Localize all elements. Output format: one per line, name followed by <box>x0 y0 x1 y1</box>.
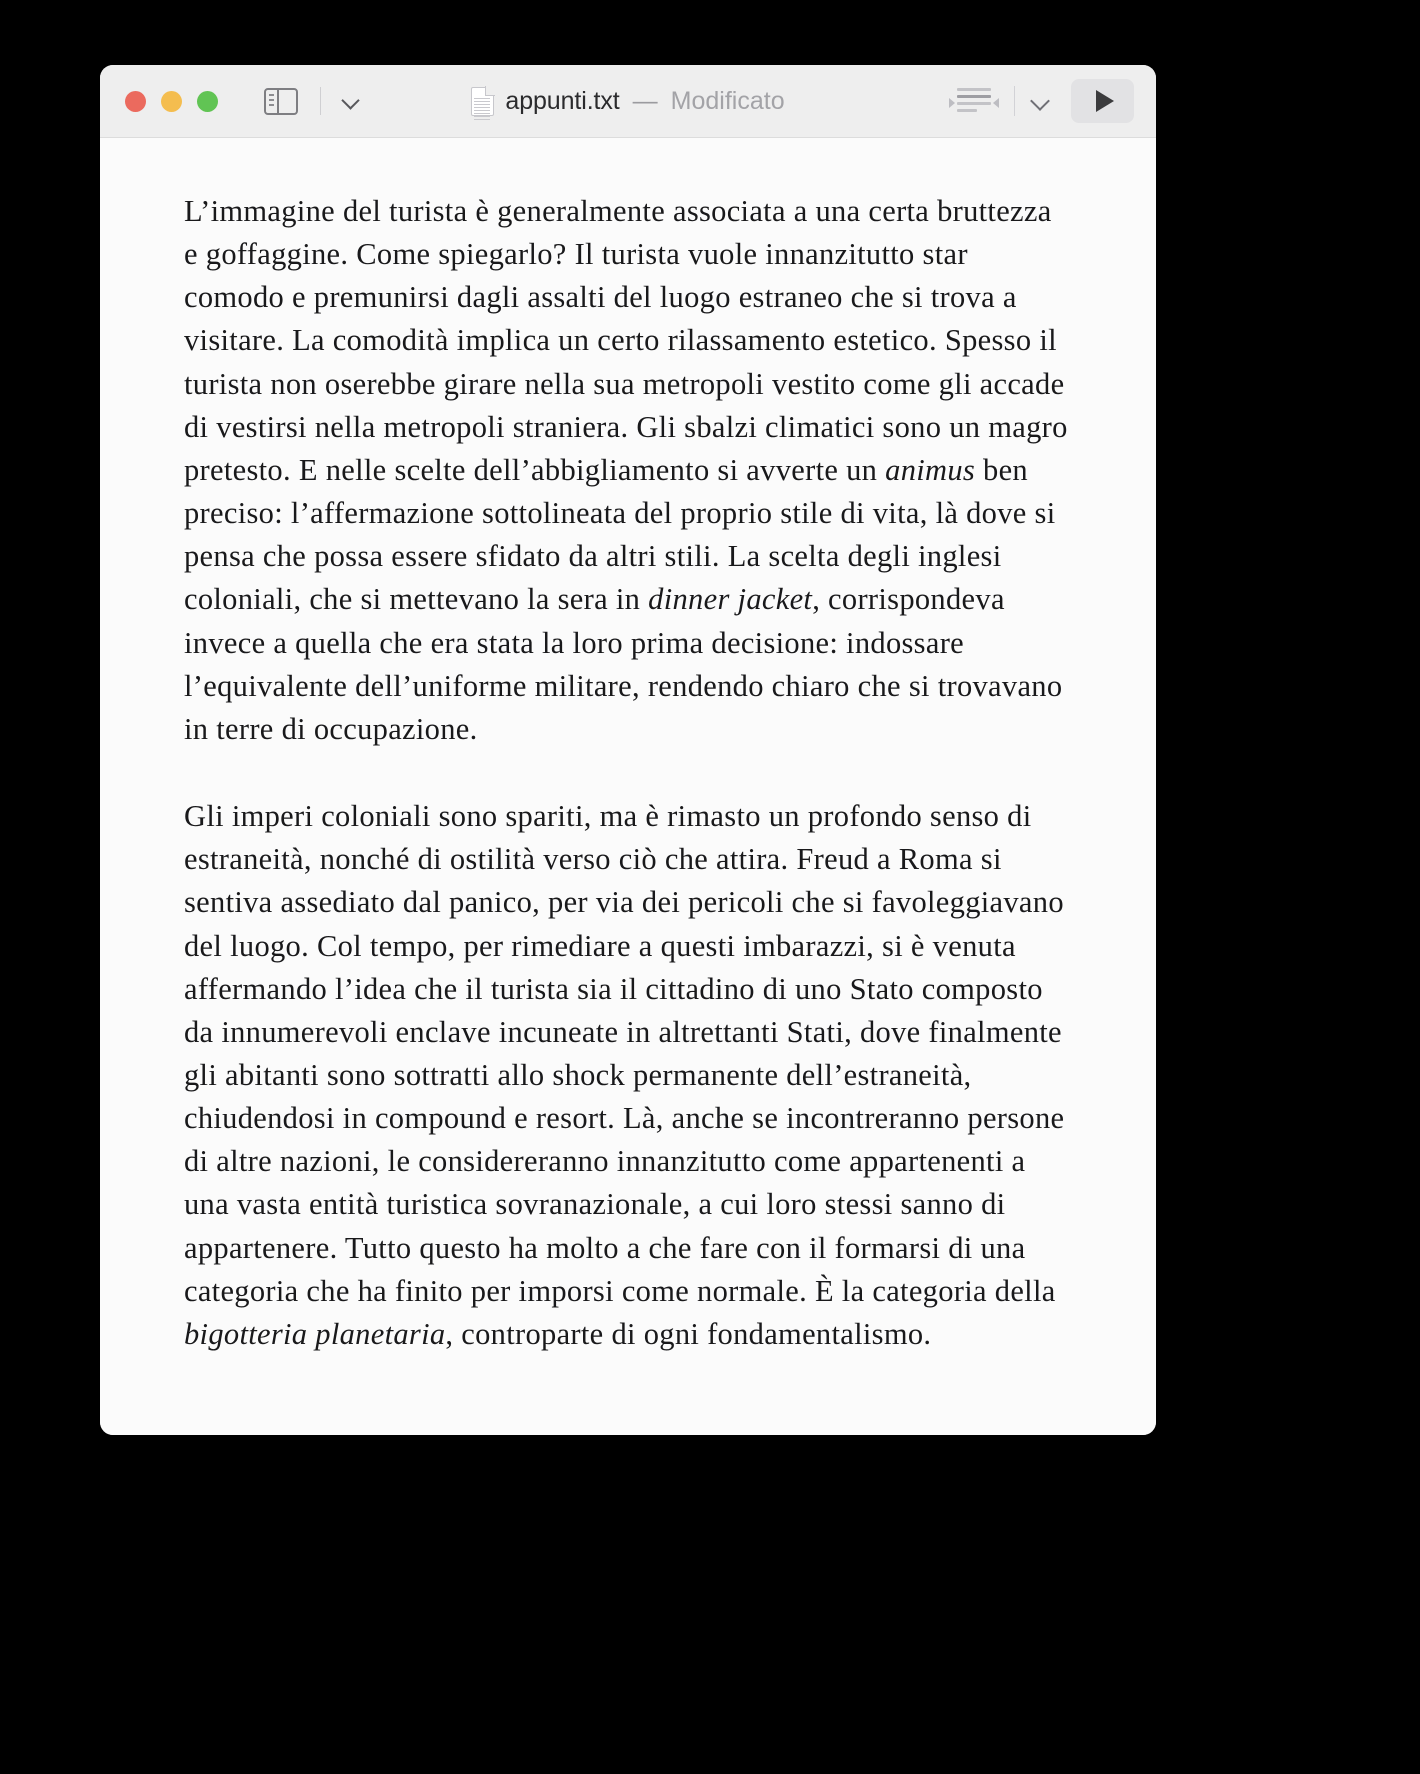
body-text: ben preciso: l’affermazione sottolineata del proprio stile di vita, là dove si pensa che possa essere sfidato da altri stili. La scelta degli inglesi coloniali, che si mettevano la sera in <box>184 452 1056 617</box>
paragraph <box>184 190 1070 751</box>
window-filename: appunti.txt <box>505 86 620 115</box>
window-title-separator: — <box>632 86 658 115</box>
emphasis-text: bigotteria planetaria <box>184 1316 446 1351</box>
zoom-window-button[interactable] <box>197 91 218 112</box>
sidebar-lines-icon <box>269 94 274 109</box>
minimize-window-button[interactable] <box>161 91 182 112</box>
window-modified-status: Modificato <box>670 86 785 115</box>
toolbar-right-group <box>948 65 1134 137</box>
text-format-icon[interactable] <box>948 84 1000 118</box>
sidebar-toggle-icon[interactable] <box>264 88 298 115</box>
format-chevron-down-icon[interactable] <box>1029 89 1053 113</box>
window-titlebar[interactable] <box>100 65 1156 138</box>
emphasis-text: dinner jacket <box>648 582 813 617</box>
paragraph <box>184 795 1070 1356</box>
document-text-area[interactable] <box>100 138 1156 1435</box>
play-icon <box>1096 90 1114 112</box>
toolbar-divider-right <box>1014 86 1015 116</box>
toolbar-divider-left <box>320 87 321 115</box>
format-lines-icon <box>957 88 991 116</box>
window-controls <box>125 91 218 112</box>
body-text: , controparte di ogni fondamentalismo. <box>445 1316 932 1351</box>
close-window-button[interactable] <box>125 91 146 112</box>
play-button[interactable] <box>1071 79 1134 123</box>
format-arrow-right-icon <box>993 98 999 108</box>
document-file-icon <box>471 87 494 116</box>
body-text: L’immagine del turista è generalmente associata a una certa bruttezza e goffaggine. Come spiegarlo? Il turista vuole innanzitutto star comodo e premunirsi dagli assalti del luogo estraneo che si trova a visitare. La comodità implica un certo rilassamento estetico. Spesso il turista non oserebbe girare nella sua metropoli vestito come gli accade di vestirsi nella metropoli straniera. Gli sbalzi climatici sono un magro pretesto. E nelle scelte dell’abbigliamento si avverte un <box>184 194 1068 487</box>
emphasis-text: animus <box>885 452 976 487</box>
text-editor-window <box>100 65 1156 1435</box>
sidebar-chevron-down-icon[interactable] <box>341 90 363 112</box>
format-arrow-left-icon <box>949 98 955 108</box>
body-text: Gli imperi coloniali sono spariti, ma è rimasto un profondo senso di estraneità, nonché di ostilità verso ciò che attira. Freud a Roma si sentiva assediato dal panico, per via dei pericoli che si favoleggiavano del luogo. Col tempo, per rimediare a questi imbarazzi, si è venuta affermando l’idea che il turista sia il cittadino di uno Stato composto da innumerevoli enclave incuneate in altrettanti Stati, dove finalmente gli abitanti sono sottratti allo shock permanente dell’estraneità, chiudendosi in compound e resort. Là, anche se incontreranno persone di altre nazioni, le considereranno innanzitutto come appartenenti a una vasta entità turistica sovranazionale, a cui loro stessi sanno di appartenere. Tutto questo ha molto a che fare con il formarsi di una categoria che ha finito per imporsi come normale. È la categoria della <box>184 799 1065 1308</box>
body-text: , corrispondeva invece a quella che era stata la loro prima decisione: indossare l’equivalente dell’uniforme militare, rendendo chiaro che si trovavano in terre di occupazione. <box>184 582 1063 746</box>
